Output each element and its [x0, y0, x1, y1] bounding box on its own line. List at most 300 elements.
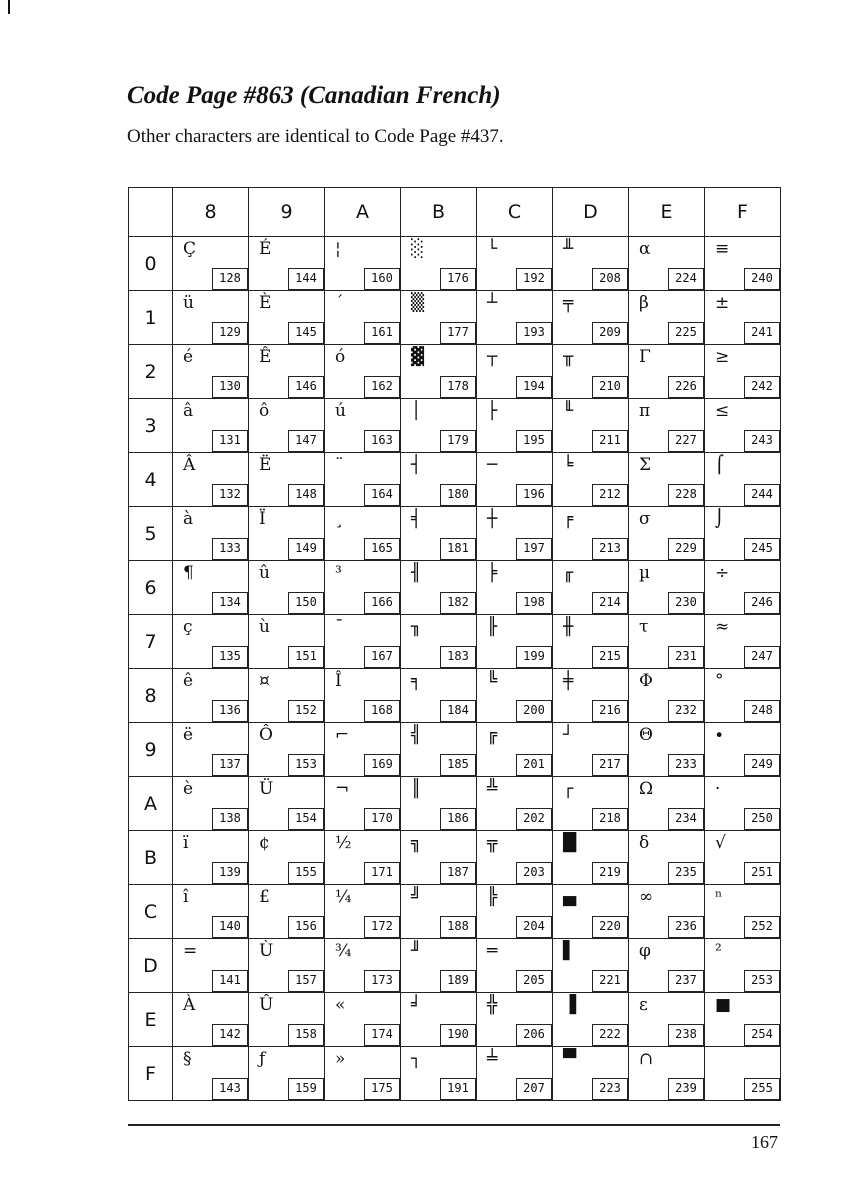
- character-cell: [325, 561, 401, 615]
- decimal-code-box: 173: [364, 970, 400, 992]
- character-glyph: à: [183, 509, 194, 529]
- character-glyph: ┐: [411, 1049, 422, 1069]
- decimal-code-box: 148: [288, 484, 324, 506]
- decimal-code-box: 131: [212, 430, 248, 452]
- character-glyph: û: [259, 563, 270, 583]
- table-row: [129, 507, 781, 561]
- character-cell: [477, 561, 553, 615]
- decimal-code-box: 210: [592, 376, 628, 398]
- page-number: 167: [751, 1132, 778, 1152]
- character-glyph: ╚: [487, 671, 498, 691]
- character-cell: [705, 561, 781, 615]
- character-glyph: ù: [259, 617, 270, 637]
- character-glyph: Ω: [639, 779, 654, 799]
- character-glyph: È: [259, 293, 272, 313]
- decimal-code-box: 145: [288, 322, 324, 344]
- character-glyph: ¬: [335, 779, 350, 799]
- decimal-code-box: 166: [364, 592, 400, 614]
- character-glyph: ╝: [411, 887, 422, 907]
- character-cell: [401, 291, 477, 345]
- decimal-code-box: 247: [744, 646, 780, 668]
- character-cell: [401, 1047, 477, 1101]
- row-header: 1: [129, 291, 173, 345]
- character-glyph: ƒ: [259, 1049, 266, 1069]
- decimal-code-box: 181: [440, 538, 476, 560]
- row-header: 5: [129, 507, 173, 561]
- character-cell: [173, 777, 249, 831]
- decimal-code-box: 180: [440, 484, 476, 506]
- character-cell: [249, 939, 325, 993]
- character-glyph: ╨: [563, 239, 574, 259]
- decimal-code-box: 207: [516, 1078, 552, 1100]
- character-cell: [401, 777, 477, 831]
- decimal-code-box: 211: [592, 430, 628, 452]
- character-glyph: µ: [639, 563, 651, 583]
- decimal-code-box: 227: [668, 430, 704, 452]
- page-subtitle: Other characters are identical to Code Page #437.: [127, 126, 504, 147]
- character-cell: [249, 723, 325, 777]
- character-cell: [325, 237, 401, 291]
- character-glyph: β: [639, 293, 649, 313]
- table-row: [129, 885, 781, 939]
- character-cell: [401, 723, 477, 777]
- decimal-code-box: 237: [668, 970, 704, 992]
- character-cell: [249, 453, 325, 507]
- character-cell: [629, 399, 705, 453]
- character-glyph: ╘: [563, 455, 574, 475]
- decimal-code-box: 221: [592, 970, 628, 992]
- decimal-code-box: 172: [364, 916, 400, 938]
- character-cell: [173, 237, 249, 291]
- decimal-code-box: 171: [364, 862, 400, 884]
- character-glyph: ¨: [335, 455, 344, 475]
- character-cell: [629, 291, 705, 345]
- character-glyph: ┌: [563, 779, 574, 799]
- character-cell: [477, 885, 553, 939]
- character-cell: [477, 831, 553, 885]
- character-cell: [553, 345, 629, 399]
- footer-rule: [128, 1124, 780, 1126]
- character-glyph: ╔: [487, 725, 498, 745]
- decimal-code-box: 188: [440, 916, 476, 938]
- character-cell: [249, 993, 325, 1047]
- character-cell: [173, 291, 249, 345]
- character-glyph: ░: [411, 239, 425, 259]
- character-glyph: Ü: [259, 779, 274, 799]
- decimal-code-box: 212: [592, 484, 628, 506]
- decimal-code-box: 174: [364, 1024, 400, 1046]
- table-row: [129, 237, 781, 291]
- character-glyph: ╠: [487, 887, 498, 907]
- character-cell: [325, 453, 401, 507]
- character-cell: [629, 669, 705, 723]
- decimal-code-box: 154: [288, 808, 324, 830]
- decimal-code-box: 222: [592, 1024, 628, 1046]
- character-glyph: Û: [259, 995, 274, 1015]
- character-glyph: ├: [487, 401, 498, 421]
- character-cell: [401, 453, 477, 507]
- decimal-code-box: 190: [440, 1024, 476, 1046]
- decimal-code-box: 250: [744, 808, 780, 830]
- character-cell: [477, 507, 553, 561]
- decimal-code-box: 189: [440, 970, 476, 992]
- column-header-row: [129, 188, 781, 237]
- character-cell: [325, 291, 401, 345]
- character-cell: [173, 561, 249, 615]
- decimal-code-box: 216: [592, 700, 628, 722]
- character-cell: [173, 885, 249, 939]
- character-glyph: Ô: [259, 725, 273, 745]
- character-glyph: ≈: [715, 617, 730, 637]
- decimal-code-box: 129: [212, 322, 248, 344]
- decimal-code-box: 140: [212, 916, 248, 938]
- character-cell: [553, 561, 629, 615]
- character-cell: [325, 885, 401, 939]
- character-cell: [477, 993, 553, 1047]
- character-glyph: ¦: [335, 239, 341, 259]
- character-cell: [705, 993, 781, 1047]
- decimal-code-box: 236: [668, 916, 704, 938]
- character-cell: [477, 669, 553, 723]
- character-cell: [173, 993, 249, 1047]
- character-cell: [553, 669, 629, 723]
- character-glyph: ╪: [563, 671, 574, 691]
- character-glyph: ┤: [411, 455, 422, 475]
- character-glyph: ´: [335, 293, 344, 313]
- character-glyph: └: [487, 239, 498, 259]
- decimal-code-box: 168: [364, 700, 400, 722]
- character-glyph: Φ: [639, 671, 653, 691]
- decimal-code-box: 141: [212, 970, 248, 992]
- character-glyph: ¾: [335, 941, 352, 961]
- decimal-code-box: 242: [744, 376, 780, 398]
- decimal-code-box: 197: [516, 538, 552, 560]
- decimal-code-box: 215: [592, 646, 628, 668]
- decimal-code-box: 255: [744, 1078, 780, 1100]
- decimal-code-box: 241: [744, 322, 780, 344]
- decimal-code-box: 170: [364, 808, 400, 830]
- character-glyph: ╛: [411, 995, 422, 1015]
- character-glyph: «: [335, 995, 346, 1015]
- character-glyph: ┘: [563, 725, 574, 745]
- character-glyph: ┬: [487, 347, 498, 367]
- character-glyph: ê: [183, 671, 194, 691]
- character-cell: [325, 777, 401, 831]
- decimal-code-box: 142: [212, 1024, 248, 1046]
- character-cell: [401, 507, 477, 561]
- character-cell: [173, 1047, 249, 1101]
- character-glyph: ╒: [563, 509, 574, 529]
- row-header: C: [129, 885, 173, 939]
- column-header: C: [477, 188, 553, 237]
- character-glyph: ╤: [563, 293, 574, 313]
- character-cell: [553, 507, 629, 561]
- character-glyph: ╦: [487, 833, 498, 853]
- character-glyph: ¯: [335, 617, 344, 637]
- character-cell: [477, 1047, 553, 1101]
- character-glyph: è: [183, 779, 194, 799]
- character-glyph: Σ: [639, 455, 652, 475]
- character-cell: [249, 345, 325, 399]
- character-cell: [705, 777, 781, 831]
- character-cell: [249, 615, 325, 669]
- decimal-code-box: 202: [516, 808, 552, 830]
- character-glyph: τ: [639, 617, 649, 637]
- character-cell: [401, 561, 477, 615]
- decimal-code-box: 159: [288, 1078, 324, 1100]
- character-glyph: φ: [639, 941, 651, 961]
- character-glyph: ∩: [639, 1049, 654, 1069]
- character-cell: [553, 399, 629, 453]
- character-glyph: ç: [183, 617, 193, 637]
- character-glyph: É: [259, 239, 272, 259]
- character-glyph: ⌐: [335, 725, 350, 745]
- decimal-code-box: 200: [516, 700, 552, 722]
- character-glyph: ║: [411, 779, 422, 799]
- decimal-code-box: 136: [212, 700, 248, 722]
- character-cell: [325, 993, 401, 1047]
- character-cell: [173, 723, 249, 777]
- decimal-code-box: 220: [592, 916, 628, 938]
- character-glyph: Î: [335, 671, 342, 691]
- character-cell: [401, 885, 477, 939]
- character-cell: [629, 561, 705, 615]
- character-cell: [629, 615, 705, 669]
- character-glyph: Γ: [639, 347, 651, 367]
- decimal-code-box: 192: [516, 268, 552, 290]
- character-glyph: ╞: [487, 563, 498, 583]
- character-glyph: ¤: [259, 671, 270, 691]
- decimal-code-box: 251: [744, 862, 780, 884]
- row-header: 4: [129, 453, 173, 507]
- character-glyph: ▀: [563, 1049, 577, 1069]
- character-cell: [553, 615, 629, 669]
- character-glyph: ⌡: [715, 509, 724, 529]
- character-glyph: ⁿ: [715, 887, 723, 907]
- row-header: 7: [129, 615, 173, 669]
- decimal-code-box: 205: [516, 970, 552, 992]
- decimal-code-box: 187: [440, 862, 476, 884]
- character-glyph: Ù: [259, 941, 274, 961]
- decimal-code-box: 147: [288, 430, 324, 452]
- decimal-code-box: 160: [364, 268, 400, 290]
- character-cell: [705, 939, 781, 993]
- character-glyph: α: [639, 239, 651, 259]
- character-cell: [629, 885, 705, 939]
- character-cell: [629, 507, 705, 561]
- row-header: 8: [129, 669, 173, 723]
- decimal-code-box: 151: [288, 646, 324, 668]
- decimal-code-box: 203: [516, 862, 552, 884]
- row-header: E: [129, 993, 173, 1047]
- character-cell: [249, 507, 325, 561]
- character-glyph: ü: [183, 293, 194, 313]
- decimal-code-box: 132: [212, 484, 248, 506]
- character-glyph: À: [183, 995, 196, 1015]
- decimal-code-box: 217: [592, 754, 628, 776]
- character-glyph: ≤: [715, 401, 730, 421]
- character-cell: [325, 723, 401, 777]
- decimal-code-box: 169: [364, 754, 400, 776]
- decimal-code-box: 201: [516, 754, 552, 776]
- character-glyph: █: [563, 833, 577, 853]
- table-row: [129, 1047, 781, 1101]
- corner-cell: [129, 188, 173, 237]
- decimal-code-box: 194: [516, 376, 552, 398]
- character-cell: [249, 561, 325, 615]
- column-header: 8: [173, 188, 249, 237]
- character-cell: [325, 939, 401, 993]
- decimal-code-box: 165: [364, 538, 400, 560]
- decimal-code-box: 206: [516, 1024, 552, 1046]
- decimal-code-box: 224: [668, 268, 704, 290]
- decimal-code-box: 243: [744, 430, 780, 452]
- character-cell: [553, 885, 629, 939]
- character-glyph: √: [715, 833, 726, 853]
- character-glyph: ┴: [487, 293, 498, 313]
- character-cell: [629, 453, 705, 507]
- character-glyph: ■: [715, 995, 732, 1015]
- decimal-code-box: 157: [288, 970, 324, 992]
- decimal-code-box: 184: [440, 700, 476, 722]
- decimal-code-box: 162: [364, 376, 400, 398]
- decimal-code-box: 239: [668, 1078, 704, 1100]
- character-cell: [249, 831, 325, 885]
- character-glyph: £: [259, 887, 270, 907]
- decimal-code-box: 246: [744, 592, 780, 614]
- decimal-code-box: 183: [440, 646, 476, 668]
- row-header: 0: [129, 237, 173, 291]
- character-cell: [401, 831, 477, 885]
- character-glyph: ë: [183, 725, 194, 745]
- page-title: Code Page #863 (Canadian French): [127, 82, 501, 109]
- character-glyph: ╢: [411, 563, 422, 583]
- character-cell: [553, 993, 629, 1047]
- decimal-code-box: 153: [288, 754, 324, 776]
- decimal-code-box: 238: [668, 1024, 704, 1046]
- character-cell: [401, 993, 477, 1047]
- decimal-code-box: 199: [516, 646, 552, 668]
- character-glyph: ╧: [487, 1049, 498, 1069]
- character-cell: [629, 1047, 705, 1101]
- character-cell: [553, 939, 629, 993]
- row-header: 3: [129, 399, 173, 453]
- decimal-code-box: 245: [744, 538, 780, 560]
- decimal-code-box: 134: [212, 592, 248, 614]
- character-cell: [325, 831, 401, 885]
- character-cell: [705, 885, 781, 939]
- decimal-code-box: 182: [440, 592, 476, 614]
- column-header: B: [401, 188, 477, 237]
- margin-mark: [8, 0, 10, 14]
- decimal-code-box: 253: [744, 970, 780, 992]
- character-glyph: ∙: [715, 725, 724, 745]
- decimal-code-box: 248: [744, 700, 780, 722]
- decimal-code-box: 155: [288, 862, 324, 884]
- character-glyph: ▓: [411, 347, 425, 367]
- table-row: [129, 777, 781, 831]
- character-cell: [477, 345, 553, 399]
- character-glyph: │: [411, 401, 422, 421]
- character-glyph: °: [715, 671, 724, 691]
- character-glyph: ▄: [563, 887, 577, 907]
- character-glyph: ▌: [563, 941, 577, 961]
- decimal-code-box: 128: [212, 268, 248, 290]
- decimal-code-box: 158: [288, 1024, 324, 1046]
- decimal-code-box: 214: [592, 592, 628, 614]
- character-cell: [325, 1047, 401, 1101]
- row-header: B: [129, 831, 173, 885]
- character-cell: [705, 1047, 781, 1101]
- character-glyph: ¼: [335, 887, 352, 907]
- character-glyph: ▐: [563, 995, 577, 1015]
- decimal-code-box: 252: [744, 916, 780, 938]
- character-glyph: ╓: [563, 563, 574, 583]
- character-glyph: é: [183, 347, 194, 367]
- decimal-code-box: 193: [516, 322, 552, 344]
- character-glyph: ±: [715, 293, 730, 313]
- character-glyph: ╫: [563, 617, 574, 637]
- character-glyph: ╟: [487, 617, 498, 637]
- character-glyph: ¶: [183, 563, 194, 583]
- decimal-code-box: 213: [592, 538, 628, 560]
- character-cell: [553, 723, 629, 777]
- character-glyph: ½: [335, 833, 352, 853]
- character-cell: [553, 1047, 629, 1101]
- character-cell: [553, 291, 629, 345]
- character-cell: [705, 507, 781, 561]
- character-glyph: ï: [183, 833, 189, 853]
- character-glyph: ╬: [487, 995, 498, 1015]
- table-row: [129, 561, 781, 615]
- character-cell: [629, 939, 705, 993]
- character-glyph: ²: [715, 941, 722, 961]
- character-cell: [629, 723, 705, 777]
- character-cell: [477, 939, 553, 993]
- character-cell: [705, 615, 781, 669]
- decimal-code-box: 130: [212, 376, 248, 398]
- decimal-code-box: 195: [516, 430, 552, 452]
- character-glyph: ╣: [411, 725, 422, 745]
- row-header: 9: [129, 723, 173, 777]
- decimal-code-box: 196: [516, 484, 552, 506]
- table-row: [129, 723, 781, 777]
- decimal-code-box: 144: [288, 268, 324, 290]
- table-row: [129, 993, 781, 1047]
- character-glyph: Ç: [183, 239, 197, 259]
- character-glyph: σ: [639, 509, 651, 529]
- character-cell: [173, 399, 249, 453]
- table-row: [129, 399, 781, 453]
- decimal-code-box: 163: [364, 430, 400, 452]
- character-glyph: =: [183, 941, 198, 961]
- decimal-code-box: 204: [516, 916, 552, 938]
- column-header: D: [553, 188, 629, 237]
- character-glyph: ⌠: [715, 455, 724, 475]
- character-cell: [173, 507, 249, 561]
- character-cell: [249, 291, 325, 345]
- character-cell: [705, 453, 781, 507]
- decimal-code-box: 231: [668, 646, 704, 668]
- decimal-code-box: 176: [440, 268, 476, 290]
- decimal-code-box: 150: [288, 592, 324, 614]
- character-glyph: ÷: [715, 563, 730, 583]
- character-cell: [249, 885, 325, 939]
- decimal-code-box: 133: [212, 538, 248, 560]
- character-cell: [477, 399, 553, 453]
- decimal-code-box: 230: [668, 592, 704, 614]
- decimal-code-box: 228: [668, 484, 704, 506]
